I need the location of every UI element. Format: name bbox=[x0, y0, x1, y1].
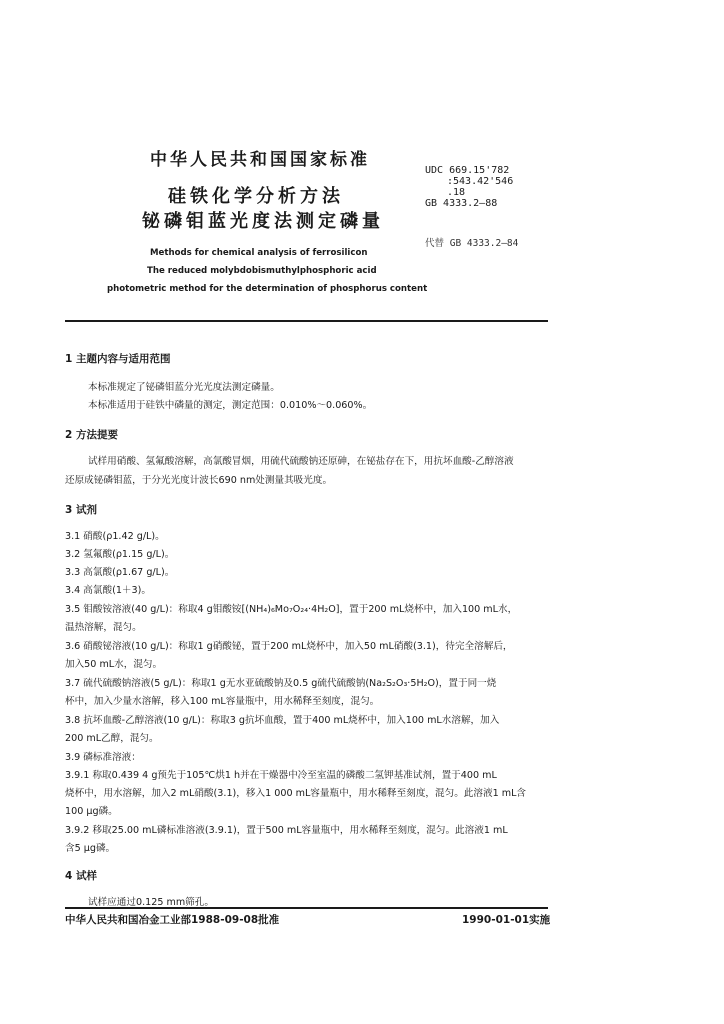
section-2-para: 还原成铋磷钼蓝，于分光光度计波长690 nm处测量其吸光度。 bbox=[65, 475, 333, 486]
replaces-note: 代替 GB 4333.2—84 bbox=[425, 238, 519, 249]
effective-date: 1990-01-01实施 bbox=[462, 914, 551, 926]
header-divider bbox=[65, 320, 548, 322]
udc-line: UDC 669.15'782 bbox=[425, 165, 510, 176]
reagent-item: 3.9.2 移取25.00 mL磷标准溶液(3.9.1)，置于500 mL容量瓶中，用水稀释至刻度，混匀。此溶液1 mL bbox=[65, 825, 508, 836]
approval-note: 中华人民共和国冶金工业部1988-09-08批准 bbox=[65, 914, 280, 926]
reagent-item: 3.9.1 称取0.439 4 g预先于105℃烘1 h并在干燥器中冷至室温的磷酸二氢钾基准试剂，置于400 mL bbox=[65, 770, 497, 781]
section-3-heading: 3 试剂 bbox=[65, 504, 97, 516]
section-4-heading: 4 试样 bbox=[65, 870, 97, 882]
section-1-para: 本标准适用于硅铁中磷量的测定，测定范围：0.010%～0.060%。 bbox=[88, 400, 373, 411]
udc-line: .18 bbox=[447, 187, 466, 198]
reagent-item: 3.7 硫代硫酸钠溶液(5 g/L)：称取1 g无水亚硫酸钠及0.5 g硫代硫酸钠(Na₂S₂O₃·5H₂O)，置于同一烧 bbox=[65, 678, 497, 689]
document-title-line1: 硅铁化学分析方法 bbox=[168, 186, 344, 207]
reagent-item: 3.2 氢氟酸(ρ1.15 g/L)。 bbox=[65, 549, 175, 560]
standard-title: 中华人民共和国国家标准 bbox=[150, 150, 370, 170]
reagent-item-cont: 200 mL乙醇，混匀。 bbox=[65, 733, 159, 744]
document-title-line2: 铋磷钼蓝光度法测定磷量 bbox=[142, 211, 384, 232]
reagent-item-cont: 100 μg磷。 bbox=[65, 806, 118, 817]
english-title-line1: Methods for chemical analysis of ferrosilicon bbox=[150, 248, 368, 258]
section-1-para: 本标准规定了铋磷钼蓝分光光度法测定磷量。 bbox=[88, 382, 280, 393]
reagent-item-cont: 含5 μg磷。 bbox=[65, 843, 116, 854]
section-2-heading: 2 方法提要 bbox=[65, 429, 118, 441]
english-title-line3: photometric method for the determination of phosphorus content bbox=[107, 284, 428, 294]
section-2-para: 试样用硝酸、氢氟酸溶解，高氯酸冒烟，用硫代硫酸钠还原砷，在铋盐存在下，用抗坏血酸-乙醇溶液 bbox=[88, 456, 514, 467]
classification-block bbox=[425, 165, 513, 209]
reagent-item: 3.4 高氯酸(1＋3)。 bbox=[65, 585, 151, 596]
reagent-item: 3.3 高氯酸(ρ1.67 g/L)。 bbox=[65, 567, 175, 578]
reagent-item-cont: 温热溶解，混匀。 bbox=[65, 622, 142, 633]
reagent-item: 3.5 钼酸铵溶液(40 g/L)：称取4 g钼酸铵[(NH₄)₆Mo₇O₂₄·4H₂O]，置于200 mL烧杯中，加入100 mL水， bbox=[65, 604, 518, 615]
reagent-item: 3.1 硝酸(ρ1.42 g/L)。 bbox=[65, 531, 165, 542]
reagent-item-cont: 加入50 mL水，混匀。 bbox=[65, 659, 163, 670]
reagent-item: 3.6 硝酸铋溶液(10 g/L)：称取1 g硝酸铋，置于200 mL烧杯中，加入50 mL硝酸(3.1)，待完全溶解后， bbox=[65, 641, 513, 652]
gb-number: GB 4333.2—88 bbox=[425, 198, 498, 209]
section-1-heading: 1 主题内容与适用范围 bbox=[65, 353, 171, 365]
reagent-item-cont: 杯中，加入少量水溶解，移入100 mL容量瓶中，用水稀释至刻度，混匀。 bbox=[65, 696, 380, 707]
section-4-para: 试样应通过0.125 mm筛孔。 bbox=[88, 897, 214, 908]
udc-line: :543.42'546 bbox=[447, 176, 514, 187]
reagent-item: 3.9 磷标准溶液： bbox=[65, 752, 141, 763]
reagent-item-cont: 烧杯中，用水溶解，加入2 mL硝酸(3.1)，移入1 000 mL容量瓶中，用水稀释至刻度，混匀。此溶液1 mL含 bbox=[65, 788, 527, 799]
footer-divider bbox=[65, 907, 548, 909]
english-title-line2: The reduced molybdobismuthylphosphoric acid bbox=[147, 266, 377, 276]
reagent-item: 3.8 抗坏血酸-乙醇溶液(10 g/L)：称取3 g抗坏血酸，置于400 mL烧杯中，加入100 mL水溶解，加入 bbox=[65, 715, 500, 726]
